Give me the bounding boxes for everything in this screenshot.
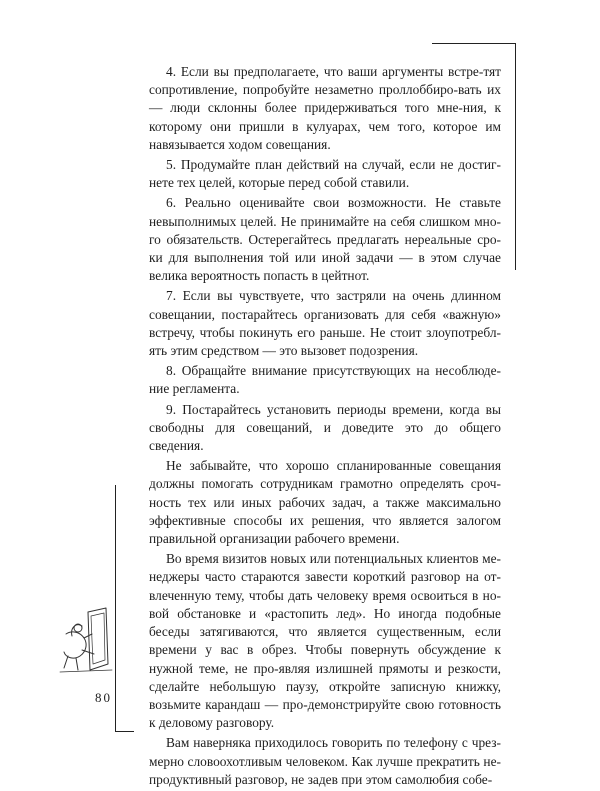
paragraph-client-visits: Во время визитов новых или потенциальных клиентов ме-неджеры часто стараются завести короткий разговор на от-влеченную тему, чтобы дать человеку время освоиться в но-вой обстановке и «растопить лед». Но иногда подобные беседы затягиваются, что является существенным, если времени у вас в обрез. Чтобы повернуть обсуждение к нужной теме, не про-являя излишней прямоты и резкости, сделайте небольшую паузу, откройте записную книжку, возьмите карандаш — про-демонстрируйте свою готовность к деловому разговору.: [149, 551, 501, 731]
margin-sketch-illustration: [58, 604, 114, 676]
paragraph-tip-9: 9. Постарайтесь установить периоды времени, когда вы свободны для совещаний, и доведите это до общего сведения.: [149, 401, 501, 454]
margin-rule-top-vertical: [515, 43, 516, 270]
margin-rule-top-horizontal: [432, 43, 516, 44]
page-number: 80: [95, 690, 112, 705]
paragraph-tip-6: 6. Реально оценивайте свои возможности. Не ставьте невыполнимых целей. Не принимайте на себя слишком мно-го обязательств. Остерегайтесь предлагать нереальные сро-ки для выполнения той или иной задачи — в этом случае велика вероятность попасть в цейтнот.: [149, 195, 501, 284]
paragraph-tip-7: 7. Если вы чувствуете, что застряли на очень длинном совещании, постарайтесь организовать для себя «важную» встречу, чтобы покинуть его раньше. Не стоит злоупотребл-ять этим средством — это вызовет подозрения.: [149, 288, 501, 359]
body-text: [149, 63, 501, 791]
paragraph-talkative-caller: Вам наверняка приходилось говорить по телефону с чрез-мерно словоохотливым человеком. Как лучше прекратить не-продуктивный разговор, не задев при этом самолюбия собе-: [149, 735, 501, 787]
margin-rule-bottom-vertical: [115, 485, 116, 732]
paragraph-tip-5: 5. Продумайте план действий на случай, если не достиг-нете тех целей, которые перед собой ставили.: [149, 157, 501, 191]
margin-rule-bottom-horizontal: [115, 731, 134, 732]
paragraph-planned-meetings: Не забывайте, что хорошо спланированные совещания должны помогать сотрудникам грамотно определять сроч-ность тех или иных рабочих задач, а также максимально эффективные способы их решения, что является залогом правильной организации рабочего времени.: [149, 458, 501, 547]
paragraph-tip-4: 4. Если вы предполагаете, что ваши аргументы встре-тят сопротивление, попробуйте незаметно проллоббиро-вать их — люди склонны более придерживаться того мне-ния, к которому они пришли в кулуарах, чем того, которое им навязывается ходом совещания.: [149, 64, 501, 152]
paragraph-tip-8: 8. Обращайте внимание присутствующих на несоблюде-ние регламента.: [149, 363, 501, 397]
